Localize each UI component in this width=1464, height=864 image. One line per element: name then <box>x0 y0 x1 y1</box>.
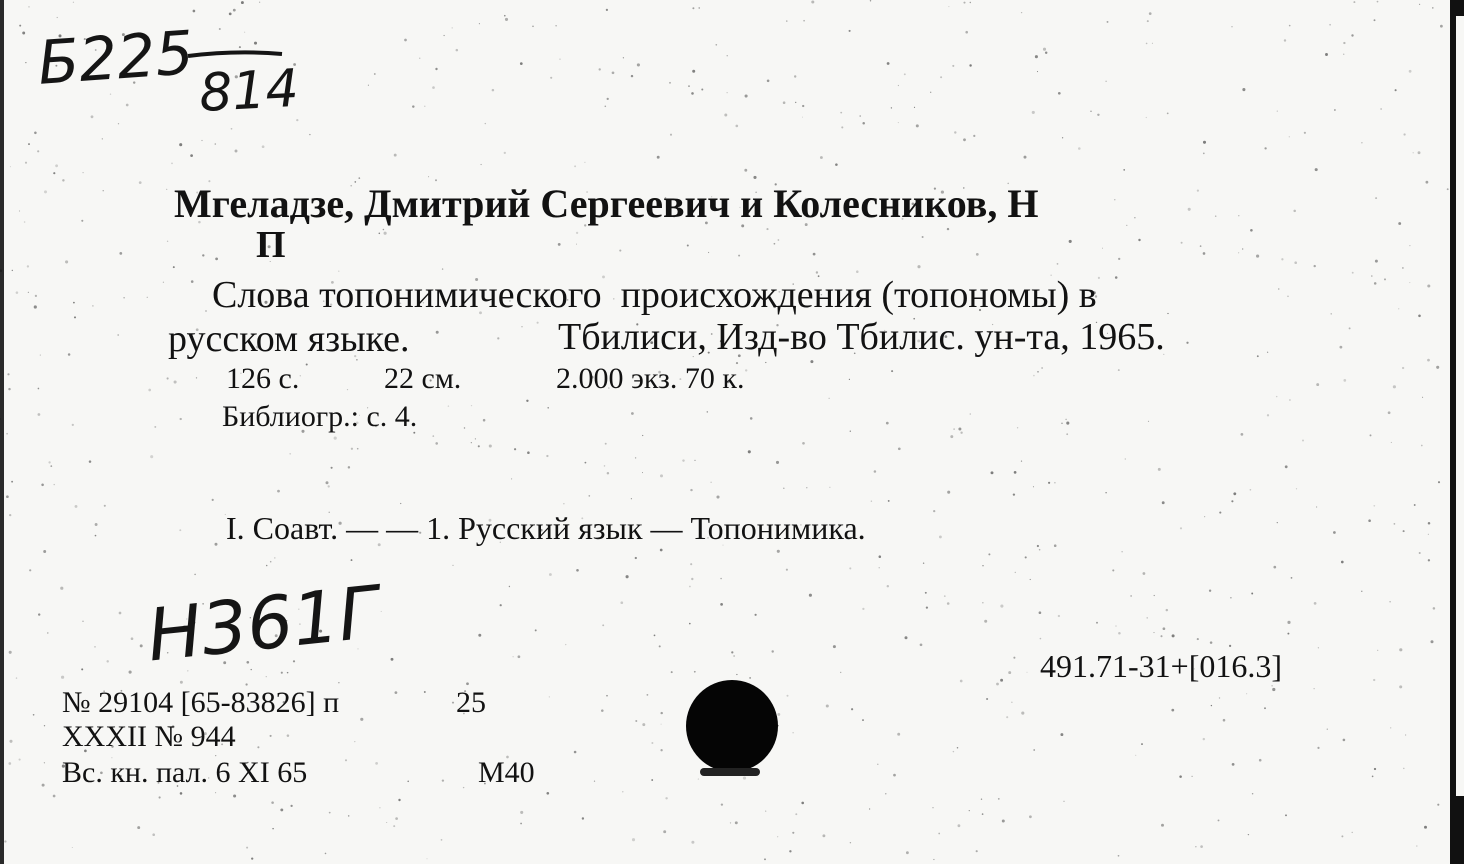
print-run-price: 2.000 экз. 70 к. <box>556 362 745 395</box>
card-number: № 29104 [65-83826] п <box>62 686 340 719</box>
card-count: 25 <box>456 686 486 719</box>
title-line-2: русском языке. <box>168 318 410 360</box>
bibliography-note: Библиогр.: с. 4. <box>222 400 418 433</box>
classification-number: 491.71-31+[016.3] <box>1040 648 1283 684</box>
chamber-date: Вс. кн. пал. 6 XI 65 <box>62 756 308 789</box>
imprint: Тбилиси, Изд-во Тбилис. ун-та, 1965. <box>558 316 1165 358</box>
pagination: 126 с. <box>226 362 300 395</box>
handwritten-inventory-mark: Н361Г <box>143 569 383 678</box>
author-heading: Мгеладзе, Дмитрий Сергеевич и Колесников, Н <box>174 181 1039 226</box>
card-punch-hole <box>686 680 778 772</box>
dimensions: 22 см. <box>384 362 462 395</box>
title-line-1: Слова топонимического происхождения (топономы) в <box>212 274 1097 316</box>
series-number: XXXII № 944 <box>62 720 236 753</box>
chamber-code: М40 <box>478 756 535 789</box>
punch-hole-smudge <box>700 768 760 776</box>
handwritten-shelfmark-bottom: 814 <box>197 58 301 124</box>
handwritten-shelfmark-top: Б225 <box>35 18 196 99</box>
subject-tracings: I. Соавт. — — 1. Русский язык — Топонимика. <box>226 510 866 546</box>
author-heading-continued: П <box>256 224 286 266</box>
